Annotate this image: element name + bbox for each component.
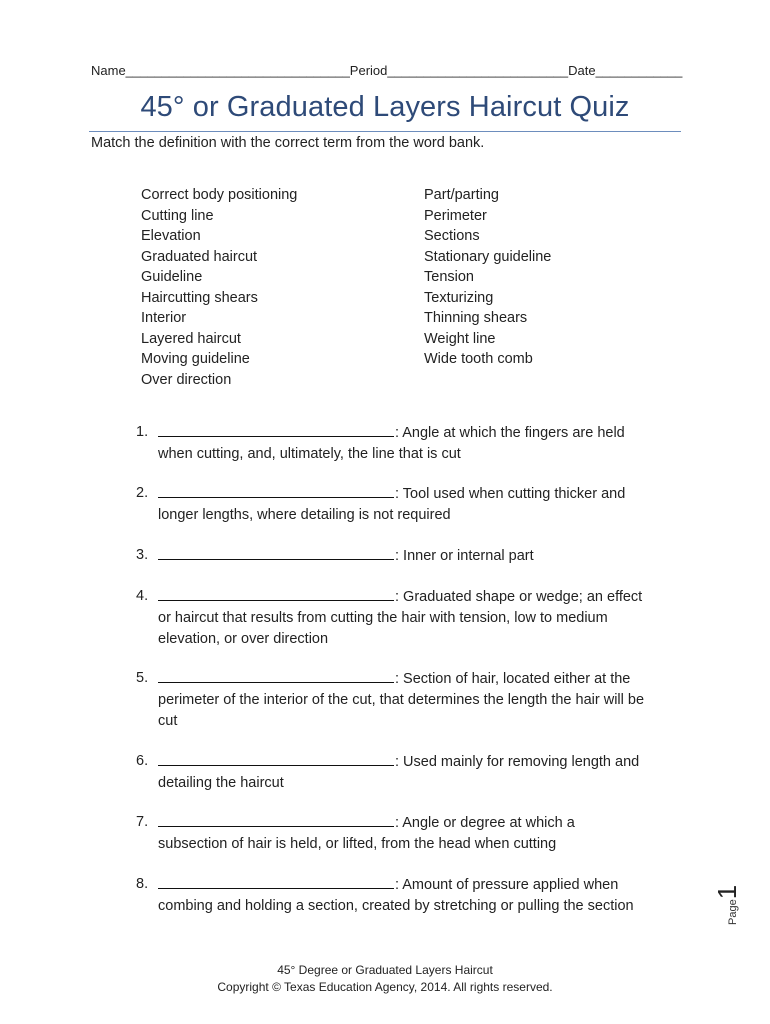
question-5 [136,668,666,732]
answer-blank[interactable] [158,545,394,560]
question-definition-rest: subsection of hair is held, or lifted, from the head when cutting [158,836,557,852]
word-bank-item: Texturizing [424,289,494,306]
word-bank-item: Sections [424,228,480,244]
question-definition-rest: combing and holding a section, created by stretching or pulling the section [158,898,634,914]
instructions: Match the definition with the correct term from the word bank. [91,135,485,151]
answer-blank[interactable] [158,483,394,498]
question-number: 8. [136,876,149,892]
question-definition-rest: longer lengths, where detailing is not required [158,507,451,523]
answer-blank[interactable] [158,751,394,766]
question-1 [136,422,666,465]
question-definition-start: : Angle at which the fingers are held [395,425,625,441]
word-bank-item: Weight line [424,330,496,347]
quiz-title: 45° or Graduated Layers Haircut Quiz [140,91,630,123]
question-definition-start: : Graduated shape or wedge; an effect [395,589,643,605]
word-bank-item: Layered haircut [141,330,241,347]
answer-blank[interactable] [158,422,394,437]
question-8 [136,874,666,917]
question-number: 5. [136,670,149,686]
question-4 [136,586,666,650]
word-bank-item: Thinning shears [424,310,528,326]
footer-copyright: Copyright © Texas Education Agency, 2014. All rights reserved. [217,980,553,994]
question-number: 4. [136,588,149,604]
answer-blank[interactable] [158,812,394,827]
word-bank-item: Tension [424,269,474,285]
word-bank-item: Perimeter [424,207,487,224]
question-number: 2. [136,485,149,501]
page-label: Page [727,899,739,925]
word-bank-left-column [141,185,297,390]
word-bank-item: Cutting line [141,207,214,224]
word-bank-item: Interior [141,310,187,326]
question-number: 3. [136,547,149,563]
word-bank-item: Graduated haircut [141,248,258,265]
answer-blank[interactable] [158,668,394,683]
question-definition-rest: or haircut that results from cutting the hair with tension, low to medium elevation, or over direction [158,610,608,647]
word-bank-item: Correct body positioning [141,187,298,203]
question-definition-start: : Tool used when cutting thicker and [395,486,626,502]
word-bank-item: Stationary guideline [424,248,552,265]
question-3 [136,545,666,567]
title-underline [89,131,681,132]
question-definition-start: : Used mainly for removing length and [395,754,640,770]
question-definition-rest: detailing the haircut [158,775,284,791]
question-definition-start: : Angle or degree at which a [395,815,575,831]
question-6 [136,751,666,794]
answer-blank[interactable] [158,874,394,889]
word-bank-item: Haircutting shears [141,289,258,306]
question-definition-start: : Section of hair, located either at the [395,671,631,687]
question-definition-start: : Inner or internal part [395,548,534,564]
question-7 [136,812,666,855]
question-number: 1. [136,424,149,440]
page-number: 1 [712,884,742,900]
word-bank-item: Moving guideline [141,351,250,367]
student-info-line: Name_______________________________Period_________________________Date____________ [91,63,683,78]
word-bank-item: Elevation [141,228,201,244]
question-definition-rest: perimeter of the interior of the cut, that determines the length the hair will be cut [158,692,645,729]
question-number: 7. [136,814,149,830]
footer-title: 45° Degree or Graduated Layers Haircut [277,963,493,977]
question-definition-start: : Amount of pressure applied when [395,877,619,893]
word-bank-right-column [424,185,551,370]
word-bank-item: Part/parting [424,187,499,203]
question-2 [136,483,666,526]
question-number: 6. [136,753,149,769]
word-bank-item: Over direction [141,371,232,388]
answer-blank[interactable] [158,586,394,601]
question-definition-rest: when cutting, and, ultimately, the line that is cut [158,446,461,462]
word-bank-item: Guideline [141,269,203,285]
word-bank-item: Wide tooth comb [424,351,533,367]
